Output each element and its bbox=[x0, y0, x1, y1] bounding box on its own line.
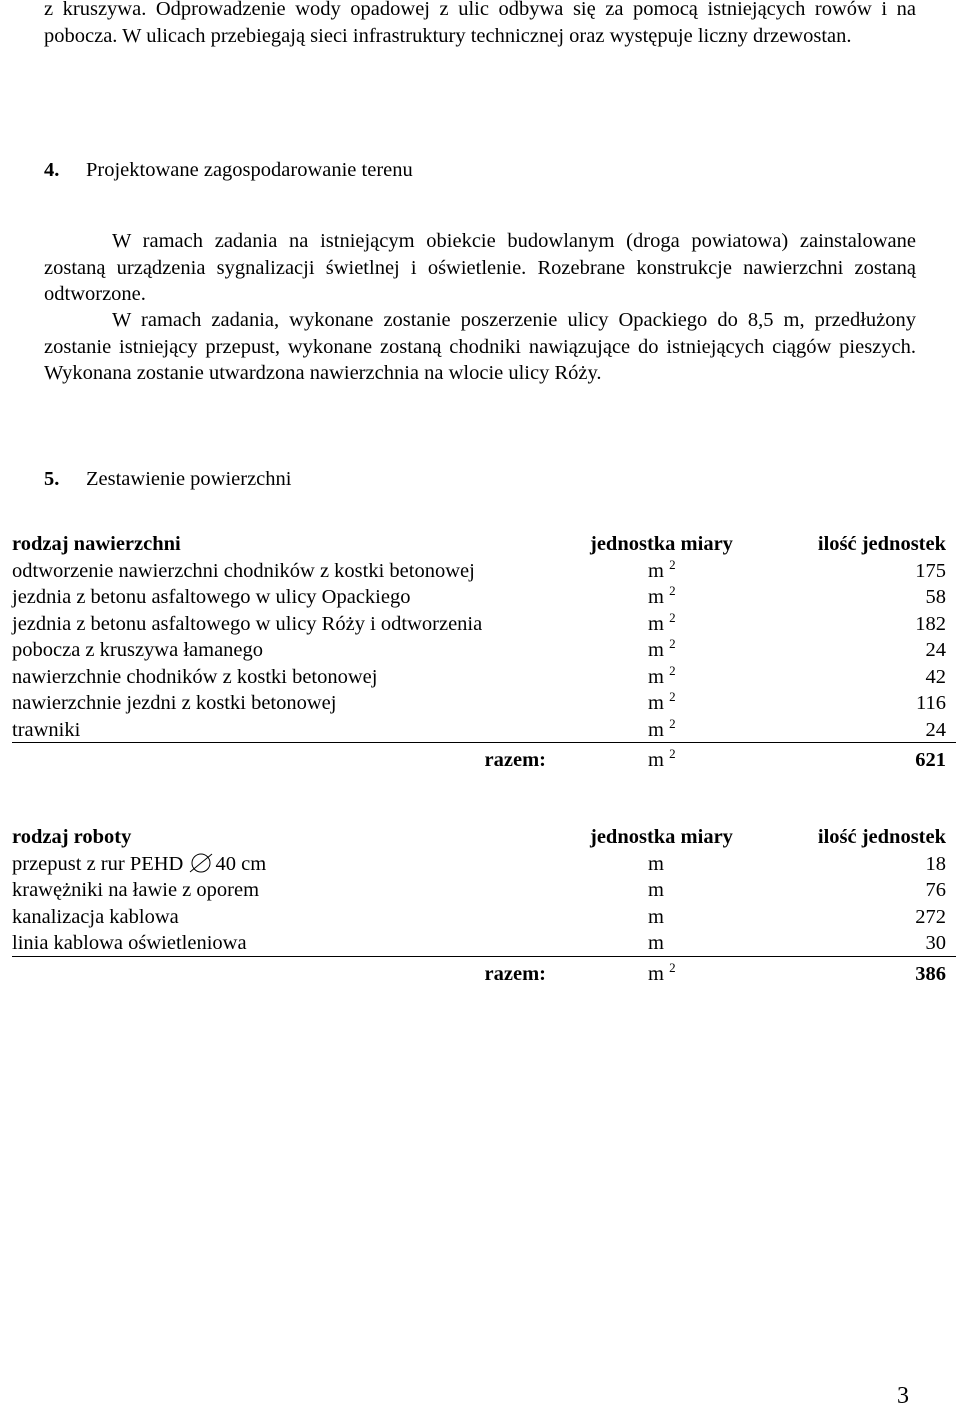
row-qty: 58 bbox=[925, 586, 946, 608]
row-unit: m bbox=[648, 879, 664, 901]
row-unit: m bbox=[648, 932, 664, 954]
row-name: odtworzenie nawierzchni chodników z kostki betonowej bbox=[12, 559, 475, 582]
diameter-icon bbox=[188, 853, 214, 873]
row-name: jezdnia z betonu asfaltowego w ulicy Opackiego bbox=[12, 586, 411, 608]
row-qty: 24 bbox=[925, 639, 946, 661]
row-qty: 42 bbox=[925, 665, 946, 688]
section-5-title: Zestawienie powierzchni bbox=[86, 468, 292, 490]
header-quantity: ilość jednostek bbox=[817, 533, 946, 555]
section-4-heading bbox=[44, 157, 413, 183]
row-unit: m $^2$ bbox=[648, 715, 676, 741]
intro-paragraph: z kruszywa. Odprowadzenie wody opadowej z ulic odbywa się za pomocą istniejących rowów i na pobocza. W ulicach przebiegają sieci infrastruktury technicznej oraz występuje liczny drzewostan. bbox=[44, 0, 916, 47]
surfaces-table bbox=[12, 531, 956, 774]
row-unit: m $^2$ bbox=[648, 689, 676, 714]
table-total-row bbox=[12, 747, 956, 774]
row-unit: m $^2$ bbox=[648, 556, 676, 582]
row-unit: m bbox=[648, 852, 664, 875]
row-name: przepust z rur PEHD 40 cm bbox=[12, 852, 267, 875]
header-unit: jednostka miary bbox=[590, 533, 733, 555]
row-qty: 175 bbox=[915, 559, 946, 582]
row-name: linia kablowa oświetleniowa bbox=[12, 932, 247, 954]
table-row bbox=[12, 930, 956, 957]
row-qty: 30 bbox=[925, 932, 946, 954]
row-name: nawierzchnie jezdni z kostki betonowej bbox=[12, 692, 337, 714]
table-row bbox=[12, 717, 956, 744]
total-unit: m $^2$ bbox=[648, 959, 676, 985]
table-row bbox=[12, 611, 956, 638]
section-4-title: Projektowane zagospodarowanie terenu bbox=[86, 159, 413, 181]
row-name: nawierzchnie chodników z kostki betonowej bbox=[12, 665, 378, 688]
section-4-paragraph-1: W ramach zadania na istniejącym obiekcie budowlanym (droga powiatowa) zainstalowane zostaną urządzenia sygnalizacji świetlnej i oświetlenie. Rozebrane konstrukcje nawierzchni zostaną odtworzone. bbox=[44, 230, 916, 305]
table-row bbox=[12, 690, 956, 717]
section-5-number: 5. bbox=[44, 468, 60, 490]
row-qty: 272 bbox=[915, 905, 946, 928]
table-total-rule bbox=[12, 956, 956, 957]
section-4-number: 4. bbox=[44, 159, 60, 181]
table-row bbox=[12, 851, 956, 878]
total-label: razem: bbox=[484, 962, 546, 985]
row-unit: m $^2$ bbox=[648, 583, 676, 608]
row-name: trawniki bbox=[12, 718, 81, 741]
table-row bbox=[12, 904, 956, 931]
row-qty: 24 bbox=[925, 718, 946, 741]
works-table bbox=[12, 824, 956, 987]
row-name: kanalizacja kablowa bbox=[12, 905, 179, 928]
table-total-row bbox=[12, 961, 956, 988]
row-unit: m $^2$ bbox=[648, 609, 676, 635]
row-qty: 18 bbox=[925, 852, 946, 875]
table-row bbox=[12, 637, 956, 664]
total-qty: 386 bbox=[915, 962, 946, 985]
row-qty: 182 bbox=[915, 612, 946, 635]
row-qty: 116 bbox=[916, 692, 946, 714]
header-work-type: rodzaj roboty bbox=[12, 826, 132, 848]
header-unit: jednostka miary bbox=[590, 826, 733, 848]
table-row bbox=[12, 877, 956, 904]
total-unit: m $^2$ bbox=[648, 746, 676, 771]
row-unit: m $^2$ bbox=[648, 662, 676, 688]
table-header bbox=[12, 531, 956, 558]
row-qty: 76 bbox=[925, 879, 946, 901]
section-4-paragraph-2: W ramach zadania, wykonane zostanie poszerzenie ulicy Opackiego do 8,5 m, przedłużony zostanie istniejący przepust, wykonane zostaną chodniki nawiązujące do istniejących ciągów pieszych. Wykonana zostanie utwardzona nawierzchnia na wlocie ulicy Róży. bbox=[44, 309, 916, 384]
row-name: pobocza z kruszywa łamanego bbox=[12, 639, 264, 661]
page-number: 3 bbox=[897, 1383, 909, 1409]
table-total-rule bbox=[12, 742, 956, 743]
total-qty: 621 bbox=[915, 749, 946, 771]
section-5-heading bbox=[44, 466, 291, 492]
row-unit: m $^2$ bbox=[648, 636, 676, 661]
header-surface-type: rodzaj nawierzchni bbox=[12, 533, 181, 555]
row-unit: m bbox=[648, 905, 664, 928]
header-quantity: ilość jednostek bbox=[817, 826, 946, 848]
table-row bbox=[12, 664, 956, 691]
table-row bbox=[12, 584, 956, 611]
row-name: krawężniki na ławie z oporem bbox=[12, 879, 260, 901]
row-name: jezdnia z betonu asfaltowego w ulicy Róży i odtworzenia bbox=[12, 612, 483, 635]
table-header bbox=[12, 824, 956, 851]
table-row bbox=[12, 558, 956, 585]
total-label: razem: bbox=[484, 749, 546, 771]
